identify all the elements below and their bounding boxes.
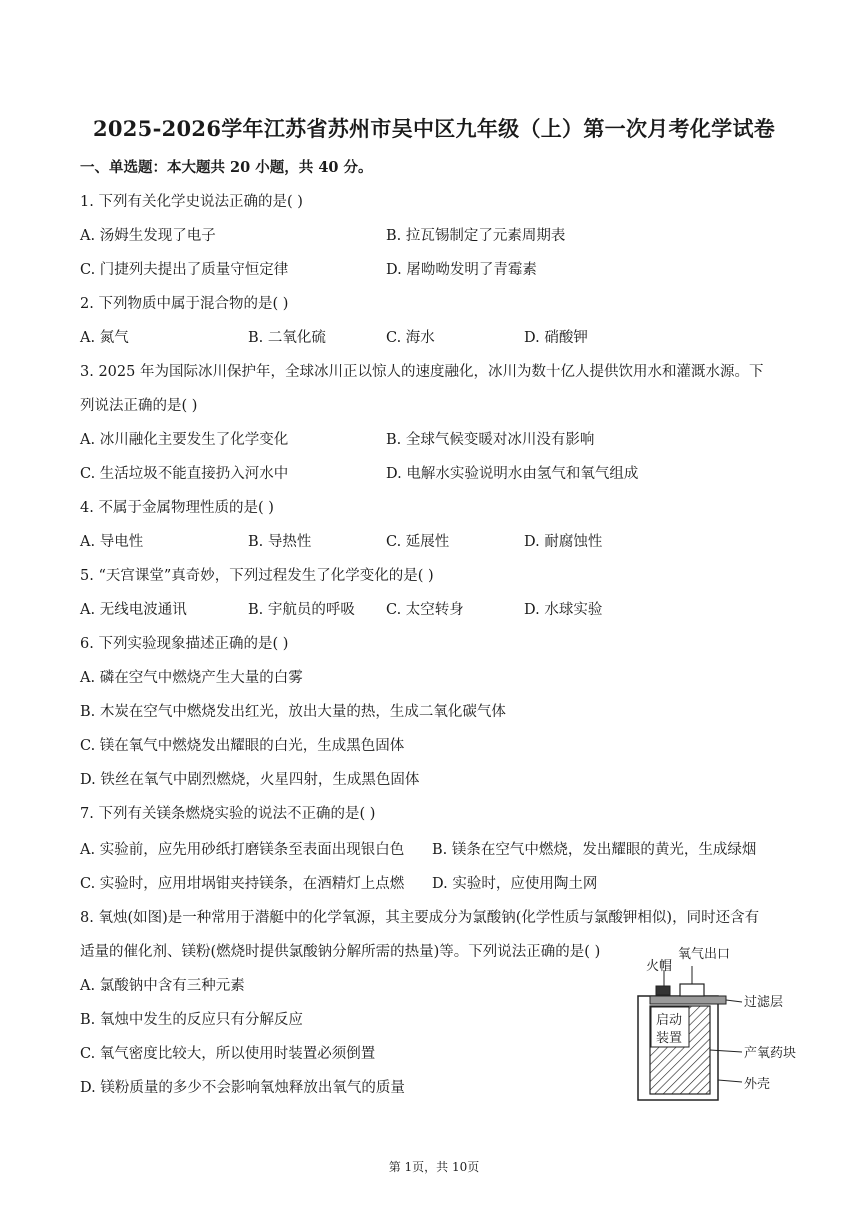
filter-layer [650, 996, 726, 1004]
q3-option-c: C. 生活垃圾不能直接扔入河水中 [80, 466, 289, 482]
q7-option-a: A. 实验前，应先用砂纸打磨镁条至表面出现银白色 [80, 842, 405, 858]
question-4-stem: 4. 不属于金属物理性质的是( ) [80, 500, 274, 516]
q1-option-d: D. 屠呦呦发明了青霉素 [386, 262, 537, 278]
q1-option-b: B. 拉瓦锡制定了元素周期表 [386, 228, 566, 244]
page-footer: 第 1页，共 10页 [388, 1160, 480, 1174]
q5-option-b: B. 宇航员的呼吸 [248, 602, 355, 618]
label-filter: 过滤层 [744, 995, 784, 1010]
question-1-stem: 1. 下列有关化学史说法正确的是( ) [80, 194, 303, 210]
q8-option-d: D. 镁粉质量的多少不会影响氧烛释放出氧气的质量 [80, 1080, 405, 1096]
cap [656, 986, 670, 995]
q5-option-a: A. 无线电波通讯 [80, 602, 187, 618]
q5-option-d: D. 水球实验 [524, 602, 603, 618]
q1-option-a: A. 汤姆生发现了电子 [80, 228, 216, 244]
q4-option-a: A. 导电性 [80, 534, 144, 550]
q3-option-a: A. 冰川融化主要发生了化学变化 [80, 432, 289, 448]
q7-option-c: C. 实验时，应用坩埚钳夹持镁条，在酒精灯上点燃 [80, 876, 405, 892]
q4-option-d: D. 耐腐蚀性 [524, 534, 603, 550]
question-5-stem: 5. “天宫课堂”真奇妙，下列过程发生了化学变化的是( ) [80, 568, 434, 584]
label-start-2: 装置 [656, 1031, 683, 1046]
exam-title: 2025-2026学年江苏省苏州市吴中区九年级（上）第一次月考化学试卷 [92, 116, 776, 141]
q2-option-b: B. 二氧化硫 [248, 330, 326, 346]
q5-option-c: C. 太空转身 [386, 602, 464, 618]
q3-option-b: B. 全球气候变暖对冰川没有影响 [386, 432, 595, 448]
label-outlet: 氧气出口 [678, 947, 731, 962]
question-6-stem: 6. 下列实验现象描述正确的是( ) [80, 636, 289, 652]
q6-option-d: D. 铁丝在氧气中剧烈燃烧，火星四射，生成黑色固体 [80, 772, 420, 788]
question-8-stem-line2: 适量的催化剂、镁粉(燃烧时提供氯酸钠分解所需的热量)等。下列说法正确的是( ) [80, 944, 601, 960]
q8-option-a: A. 氯酸钠中含有三种元素 [80, 978, 245, 994]
q7-option-b: B. 镁条在空气中燃烧，发出耀眼的黄光，生成绿烟 [432, 842, 757, 858]
question-8-stem-line1: 8. 氧烛(如图)是一种常用于潜艇中的化学氧源，其主要成分为氯酸钠(化学性质与氯酸钾相似)，同时还含有 [80, 910, 760, 926]
outlet [680, 984, 704, 996]
question-7-stem: 7. 下列有关镁条燃烧实验的说法不正确的是( ) [80, 806, 376, 822]
q4-option-c: C. 延展性 [386, 534, 450, 550]
q3-option-d: D. 电解水实验说明水由氢气和氧气组成 [386, 466, 639, 482]
label-cap: 火帽 [646, 959, 673, 974]
q8-option-b: B. 氧烛中发生的反应只有分解反应 [80, 1012, 303, 1028]
oxygen-candle-diagram [630, 940, 830, 1110]
q8-option-c: C. 氧气密度比较大，所以使用时装置必须倒置 [80, 1046, 376, 1062]
question-2-stem: 2. 下列物质中属于混合物的是( ) [80, 296, 289, 312]
q4-option-b: B. 导热性 [248, 534, 312, 550]
label-start-1: 启动 [656, 1013, 683, 1028]
question-3-stem-line2: 列说法正确的是( ) [80, 398, 198, 414]
oxygen-candle-figure [630, 940, 830, 1110]
q6-option-b: B. 木炭在空气中燃烧发出红光，放出大量的热，生成二氧化碳气体 [80, 704, 506, 720]
q7-option-d: D. 实验时，应使用陶土网 [432, 876, 598, 892]
section-heading: 一、单选题：本大题共 20 小题，共 40 分。 [80, 159, 373, 176]
question-3-stem-line1: 3. 2025 年为国际冰川保护年，全球冰川正以惊人的速度融化，冰川为数十亿人提供饮用水和灌溉水源。下 [80, 364, 764, 380]
q2-option-d: D. 硝酸钾 [524, 330, 588, 346]
label-shell: 外壳 [744, 1077, 771, 1092]
q2-option-c: C. 海水 [386, 330, 435, 346]
label-block: 产氧药块 [744, 1046, 797, 1061]
q2-option-a: A. 氮气 [80, 330, 129, 346]
q1-option-c: C. 门捷列夫提出了质量守恒定律 [80, 262, 289, 278]
q6-option-a: A. 磷在空气中燃烧产生大量的白雾 [80, 670, 303, 686]
q6-option-c: C. 镁在氧气中燃烧发出耀眼的白光，生成黑色固体 [80, 738, 405, 754]
